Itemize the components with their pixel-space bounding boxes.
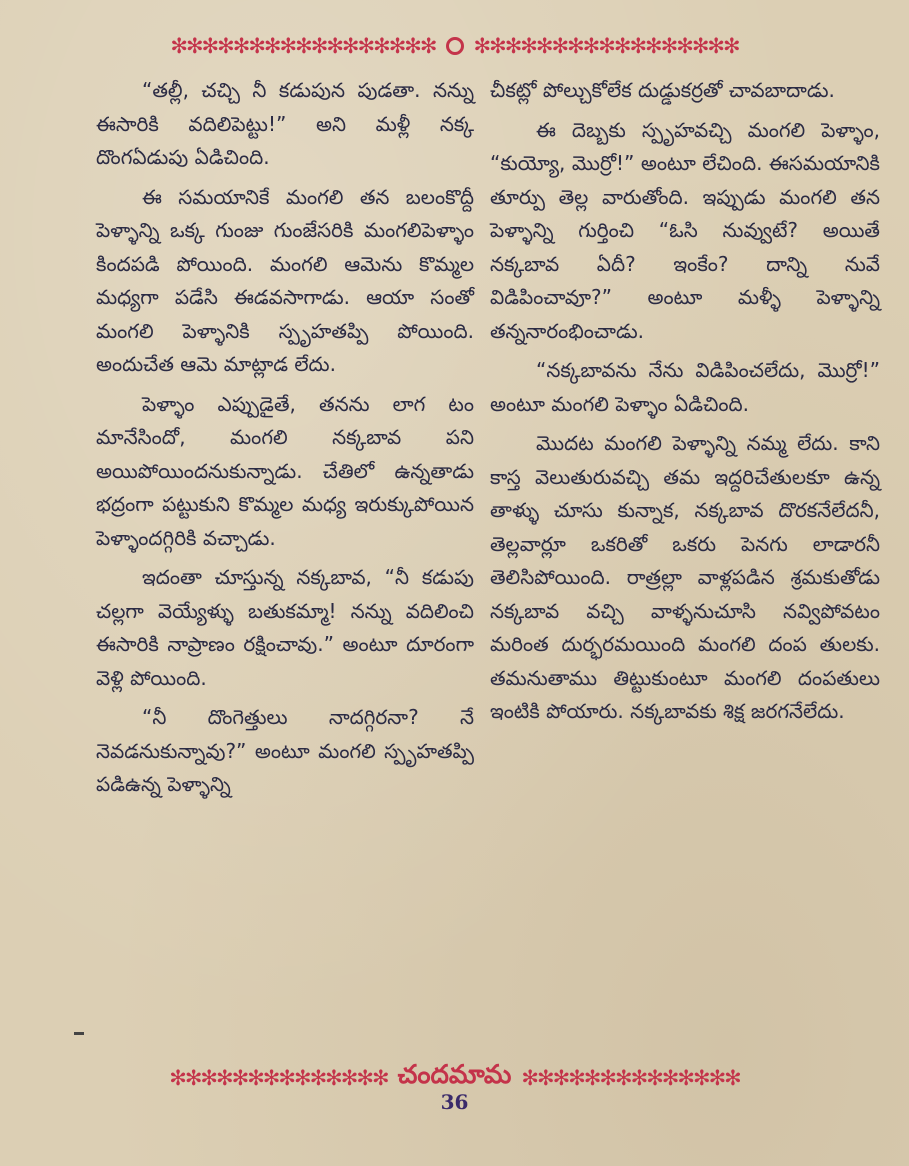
paragraph: “నీ దొంగెత్తులు నాదగ్గిరనా? నే నెవడనుకున్నావు?” అంటూ మంగలి స్పృహతప్పి పడిఉన్న పెళ్ళాన్ని xyxy=(96,705,474,796)
star-ornament-left: ✻✻✻✻✻✻✻✻✻✻✻✻✻✻✻✻✻ xyxy=(170,34,436,58)
left-column xyxy=(96,74,474,808)
star-ornament-right: ✻✻✻✻✻✻✻✻✻✻✻✻✻✻✻✻✻ xyxy=(473,34,739,58)
paragraph: “నక్కబావను నేను విడిపించలేదు, మొర్రో!” అంటూ మంగలి పెళ్ళాం ఏడిచింది. xyxy=(490,358,880,416)
margin-dash xyxy=(74,1032,84,1035)
top-ornament-border xyxy=(0,26,909,66)
star-ornament-right: ✻✻✻✻✻✻✻✻✻✻✻✻✻✻ xyxy=(521,1066,740,1090)
magazine-name: చందమామ xyxy=(397,1060,512,1090)
paragraph: ఈ దెబ్బకు స్పృహవచ్చి మంగలి పెళ్ళాం, “కుయ్యో, మొర్రో!” అంటూ లేచింది. ఈసమయానికి తూర్పు తెల్ల వారుతోంది. ఇప్పుడు మంగలి తన పెళ్ళాన్ని గుర్తించి “ఓసి నువ్వుటే? అయితే నక్కబావ ఏదీ? ఇంకేం? దాన్ని నువే విడిపించావూ?” అంటూ మళ్ళీ పెళ్ళాన్ని తన్ననారంభించాడు. xyxy=(490,117,880,343)
right-column xyxy=(490,74,880,735)
ring-ornament-icon xyxy=(446,37,464,55)
paragraph: పెళ్ళాం ఎప్పుడైతే, తనను లాగ టం మానేసిందో, మంగలి నక్కబావ పని అయిపోయిందనుకున్నాడు. చేతిలో ఉన్నతాడు భద్రంగా పట్టుకుని కొమ్మల మధ్య ఇరుక్కుపోయిన పెళ్ళాందగ్గిరికి వచ్చాడు. xyxy=(96,391,474,550)
paragraph: చీకట్లో పోల్చుకోలేక దుడ్డుకర్రతో చావబాదాడు. xyxy=(490,78,835,102)
paragraph: ఈ సమయానికే మంగలి తన బలంకొద్దీ పెళ్ళాన్ని ఒక్క గుంజు గుంజేసరికి మంగలిపెళ్ళాం కిందపడి పోయింది. మంగలి ఆమెను కొమ్మల మధ్యగా పడేసి ఈడవసాగాడు. ఆయా సంతో మంగలి పెళ్ళానికి స్పృహతప్పి పోయింది. అందుచేత ఆమె మాట్లాడ లేదు. xyxy=(96,184,474,376)
paragraph: ఇదంతా చూస్తున్న నక్కబావ, “నీ కడుపు చల్లగా వెయ్యేళ్ళు బతుకమ్మా! నన్ను వదిలించి ఈసారికి నాప్రాణం రక్షించావు.” అంటూ దూరంగా వెళ్లి పోయింది. xyxy=(96,565,474,690)
star-ornament-left: ✻✻✻✻✻✻✻✻✻✻✻✻✻✻ xyxy=(169,1066,388,1090)
paragraph: “తల్లీ, చచ్చి నీ కడుపున పుడతా. నన్ను ఈసారికి వదిలిపెట్టు!” అని మళ్లీ నక్క దొంగఏడుపు ఏడిచింది. xyxy=(96,78,474,169)
page-number: 36 xyxy=(440,1090,469,1114)
paragraph: మొదట మంగలి పెళ్ళాన్ని నమ్మ లేదు. కాని కాస్త వెలుతురువచ్చి తమ ఇద్దరిచేతులకూ ఉన్న తాళ్ళు చూసు కున్నాక, నక్కబావ దొరకనేలేదనీ, తెల్లవార్లూ ఒకరితో ఒకరు పెనగు లాడారనీ తెలిసిపోయింది. రాత్రల్లా వాళ్లపడిన శ్రమకుతోడు నక్కబావ వచ్చి వాళ్ళనుచూసి నవ్విపోవటం మరింత దుర్భరమయింది మంగలి దంప తులకు. తమనుతాము తిట్టుకుంటూ మంగలి దంపతులు ఇంటికి పోయారు. నక్కబావకు శిక్ష జరగనేలేదు. xyxy=(490,431,880,723)
